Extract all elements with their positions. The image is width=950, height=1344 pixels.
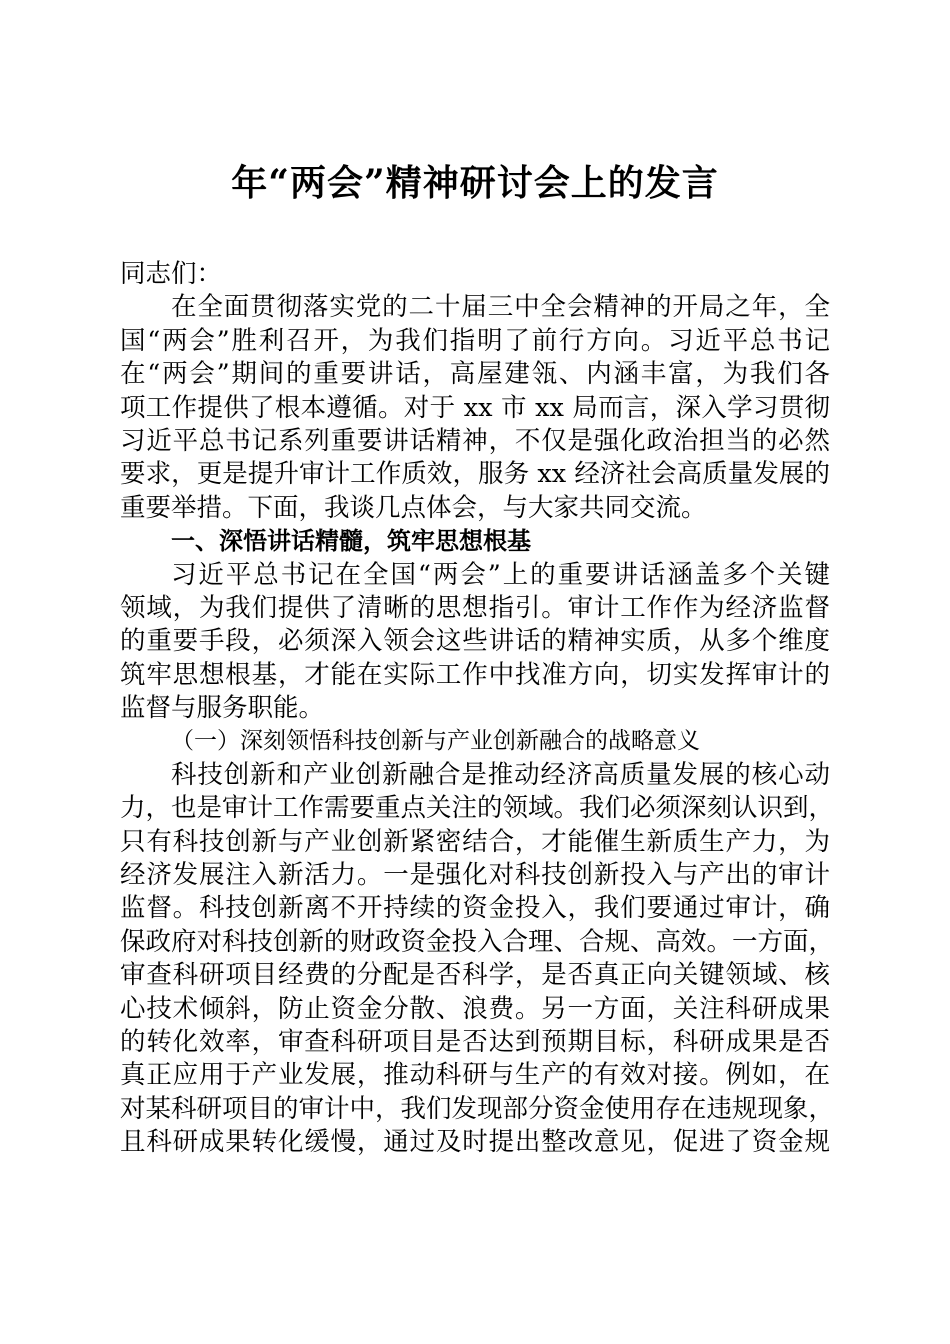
paragraph-line: 审查科研项目经费的分配是否科学，是否真正向关键领域、核 xyxy=(120,960,830,991)
paragraph-line: 的重要手段，必须深入领会这些讲话的精神实质，从多个维度 xyxy=(120,626,830,657)
intro-paragraph xyxy=(120,291,830,525)
document-body xyxy=(120,258,835,1160)
subsection-heading: （一）深刻领悟科技创新与产业创新融合的战略意义 xyxy=(171,728,700,755)
paragraph-line: 筑牢思想根基，才能在实际工作中找准方向，切实发挥审计的 xyxy=(120,659,830,690)
paragraph-line: 力，也是审计工作需要重点关注的领域。我们必须深刻认识到， xyxy=(120,793,835,824)
paragraph-line: 重要举措。下面，我谈几点体会，与大家共同交流。 xyxy=(120,492,707,523)
paragraph-line: 对某科研项目的审计中，我们发现部分资金使用存在违规现象， xyxy=(120,1093,835,1124)
paragraph-line: 心技术倾斜，防止资金分散、浪费。另一方面，关注科研成果 xyxy=(120,993,830,1024)
paragraph-line: 在“两会”期间的重要讲话，高屋建瓴、内涵丰富，为我们各 xyxy=(120,359,830,390)
paragraph-line: 只有科技创新与产业创新紧密结合，才能催生新质生产力，为 xyxy=(120,826,830,857)
paragraph-line: 的转化效率，审查科研项目是否达到预期目标，科研成果是否 xyxy=(120,1026,830,1057)
section-heading: 一、深悟讲话精髓，筑牢思想根基 xyxy=(171,527,531,556)
subsection1-paragraph xyxy=(120,759,835,1160)
paragraph-line: 保政府对科技创新的财政资金投入合理、合规、高效。一方面， xyxy=(120,926,835,957)
paragraph-line: 习近平总书记系列重要讲话精神，不仅是强化政治担当的必然 xyxy=(120,425,830,456)
paragraph-line: 国“两会”胜利召开，为我们指明了前行方向。习近平总书记 xyxy=(120,325,830,356)
paragraph-line: 经济发展注入新活力。一是强化对科技创新投入与产出的审计 xyxy=(120,860,830,891)
paragraph-line: 领域，为我们提供了清晰的思想指引。审计工作作为经济监督 xyxy=(120,592,830,623)
paragraph-line: 监督。科技创新离不开持续的资金投入，我们要通过审计，确 xyxy=(120,893,830,924)
paragraph-line: 监督与服务职能。 xyxy=(120,693,325,724)
paragraph-line: 科技创新和产业创新融合是推动经济高质量发展的核心动 xyxy=(171,759,830,790)
paragraph-line: 在全面贯彻落实党的二十届三中全会精神的开局之年，全 xyxy=(171,292,830,323)
paragraph-line: 项工作提供了根本遵循。对于 xx 市 xx 局而言，深入学习贯彻 xyxy=(120,392,830,423)
paragraph-line: 且科研成果转化缓慢，通过及时提出整改意见，促进了资金规 xyxy=(120,1127,830,1158)
document-title: 年“两会”精神研讨会上的发言 xyxy=(231,162,719,204)
paragraph-line: 习近平总书记在全国“两会”上的重要讲话涵盖多个关键 xyxy=(171,559,830,590)
section1-paragraph xyxy=(120,559,830,726)
paragraph-line: 真正应用于产业发展，推动科研与生产的有效对接。例如，在 xyxy=(120,1060,830,1091)
paragraph-line: 要求，更是提升审计工作质效，服务 xx 经济社会高质量发展的 xyxy=(120,459,830,490)
salutation: 同志们： xyxy=(120,259,223,289)
